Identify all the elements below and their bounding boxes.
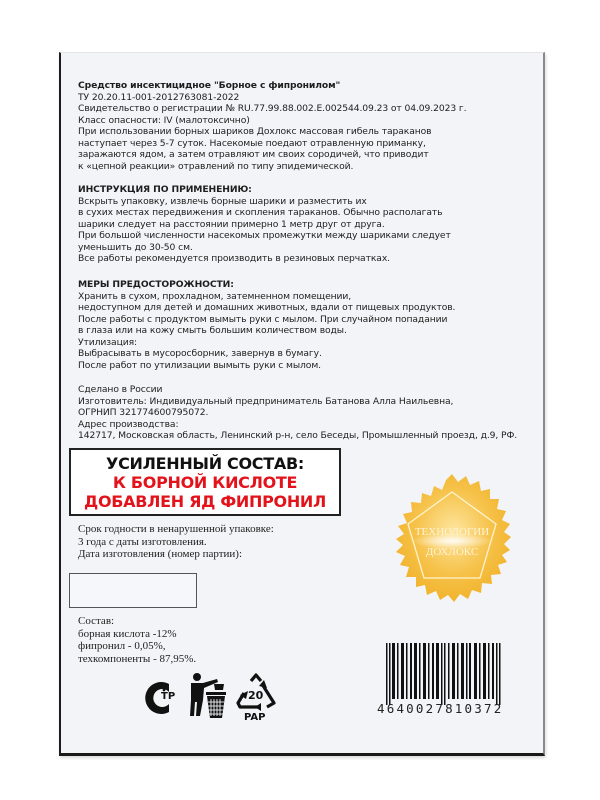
instructions-line: уменьшить до 30-50 см.	[78, 241, 193, 253]
registration-certificate: Свидетельство о регистрации № RU.77.99.88.002.Е.002544.09.23 от 04.09.2023 г.	[78, 103, 467, 114]
precautions-line: После работ по утилизации вымыть руки с мылом.	[78, 359, 321, 371]
precautions-line: Выбрасывать в мусоросборник, завернув в бумагу.	[78, 348, 322, 359]
badge-line-1: ТЕХНОЛОГИИ	[414, 526, 490, 538]
hazard-class: Класс опасности: IV (малотоксично)	[78, 114, 250, 126]
precautions-line: После работы с продуктом вымыть руки с мылом. При случайном попадании	[78, 313, 448, 325]
promo-line-2: К БОРНОЙ КИСЛОТЕ	[112, 473, 298, 492]
description-line: к «цепной реакции» отравлений по типу эпидемической.	[78, 160, 354, 172]
badge-line-2: ДОХЛОКС	[425, 546, 479, 558]
trash-disposal-icon	[187, 672, 227, 722]
composition-line: техкомпоненты - 87,95%.	[78, 652, 197, 665]
shelf-life-line: Срок годности в ненарушенной упаковке:	[78, 523, 274, 535]
address-label: Адрес производства:	[78, 418, 179, 430]
precautions-line: Хранить в сухом, прохладном, затемненном помещении,	[78, 290, 352, 302]
product-title: Средство инсектицидное "Борное с фипронилом"	[78, 80, 341, 91]
promo-banner	[69, 448, 341, 516]
eac-label: ТР	[161, 691, 176, 702]
recycle-label: PAP	[244, 712, 266, 723]
product-info	[78, 80, 466, 172]
manufacture-date-label: Дата изготовления (номер партии):	[78, 548, 243, 560]
barcode-number: 4640027810372	[377, 701, 504, 716]
composition-section	[78, 615, 196, 665]
instructions-line: Все работы рекомендуется производить в резиновых перчатках.	[78, 253, 390, 264]
batch-date-field	[69, 573, 197, 608]
address: 142717, Московская область, Ленинский р-н, село Беседы, Промышленный проезд, д.9, РФ.	[78, 430, 518, 441]
promo-line-3: ДОБАВЛЕН ЯД ФИПРОНИЛ	[84, 492, 326, 511]
instructions-heading: ИНСТРУКЦИЯ ПО ПРИМЕНЕНИЮ:	[78, 184, 252, 195]
tidy-man-mark	[187, 672, 227, 727]
precautions-line: недоступном для детей и домашних животных, вдали от пищевых продуктов.	[78, 302, 456, 313]
made-in: Сделано в России	[78, 384, 163, 395]
recycle-code: 20	[248, 689, 264, 702]
composition-line: фипронил - 0,05%,	[78, 640, 166, 652]
description-line: наступает через 5-7 суток. Насекомые поедают отравленную приманку,	[78, 137, 426, 149]
shelf-life-line: 3 года с даты изготовления.	[78, 535, 207, 548]
recycle-mark	[234, 673, 278, 727]
tu-code: ТУ 20.20.11-001-2012763081-2022	[78, 91, 240, 103]
instructions-section	[78, 184, 451, 265]
barcode	[377, 643, 506, 716]
precautions-section	[78, 279, 455, 371]
instructions-line: Вскрыть упаковку, извлечь борные шарики и разместить их	[78, 195, 367, 207]
description-line: При использовании борных шариков Дохлокс массовая гибель тараканов	[78, 126, 432, 137]
shelf-life-section	[78, 523, 274, 561]
package-back-panel	[59, 52, 545, 756]
precautions-line: Утилизация:	[78, 336, 138, 348]
instructions-line: шарики следует на расстоянии примерно 1 метр друг от друга.	[78, 218, 385, 230]
precautions-heading: МЕРЫ ПРЕДОСТОРОЖНОСТИ:	[78, 279, 234, 290]
seal-icon	[374, 466, 530, 616]
technology-badge	[374, 466, 530, 616]
precautions-line: в глаза или на кожу смыть большим количеством воды.	[78, 325, 347, 336]
composition-heading: Состав:	[78, 615, 115, 627]
manufacturer-name: Изготовитель: Индивидуальный предприниматель Батанова Алла Наильевна,	[78, 395, 454, 407]
barcode-bars-icon	[386, 643, 506, 705]
instructions-line: в сухих местах передвижения и скопления тараканов. Обычно располагать	[78, 207, 443, 218]
manufacturer-section	[78, 384, 517, 442]
instructions-line: При большой численности насекомых промежутки между шариками следует	[78, 230, 451, 241]
ogrnip: ОГРНИП 321774600795072.	[78, 407, 209, 418]
description-line: заражаются ядом, а затем отравляют им своих сородичей, что приводит	[78, 149, 429, 160]
promo-line-1: УСИЛЕННЫЙ СОСТАВ:	[106, 454, 304, 473]
composition-line: борная кислота -12%	[78, 627, 177, 640]
eac-mark	[139, 678, 179, 723]
